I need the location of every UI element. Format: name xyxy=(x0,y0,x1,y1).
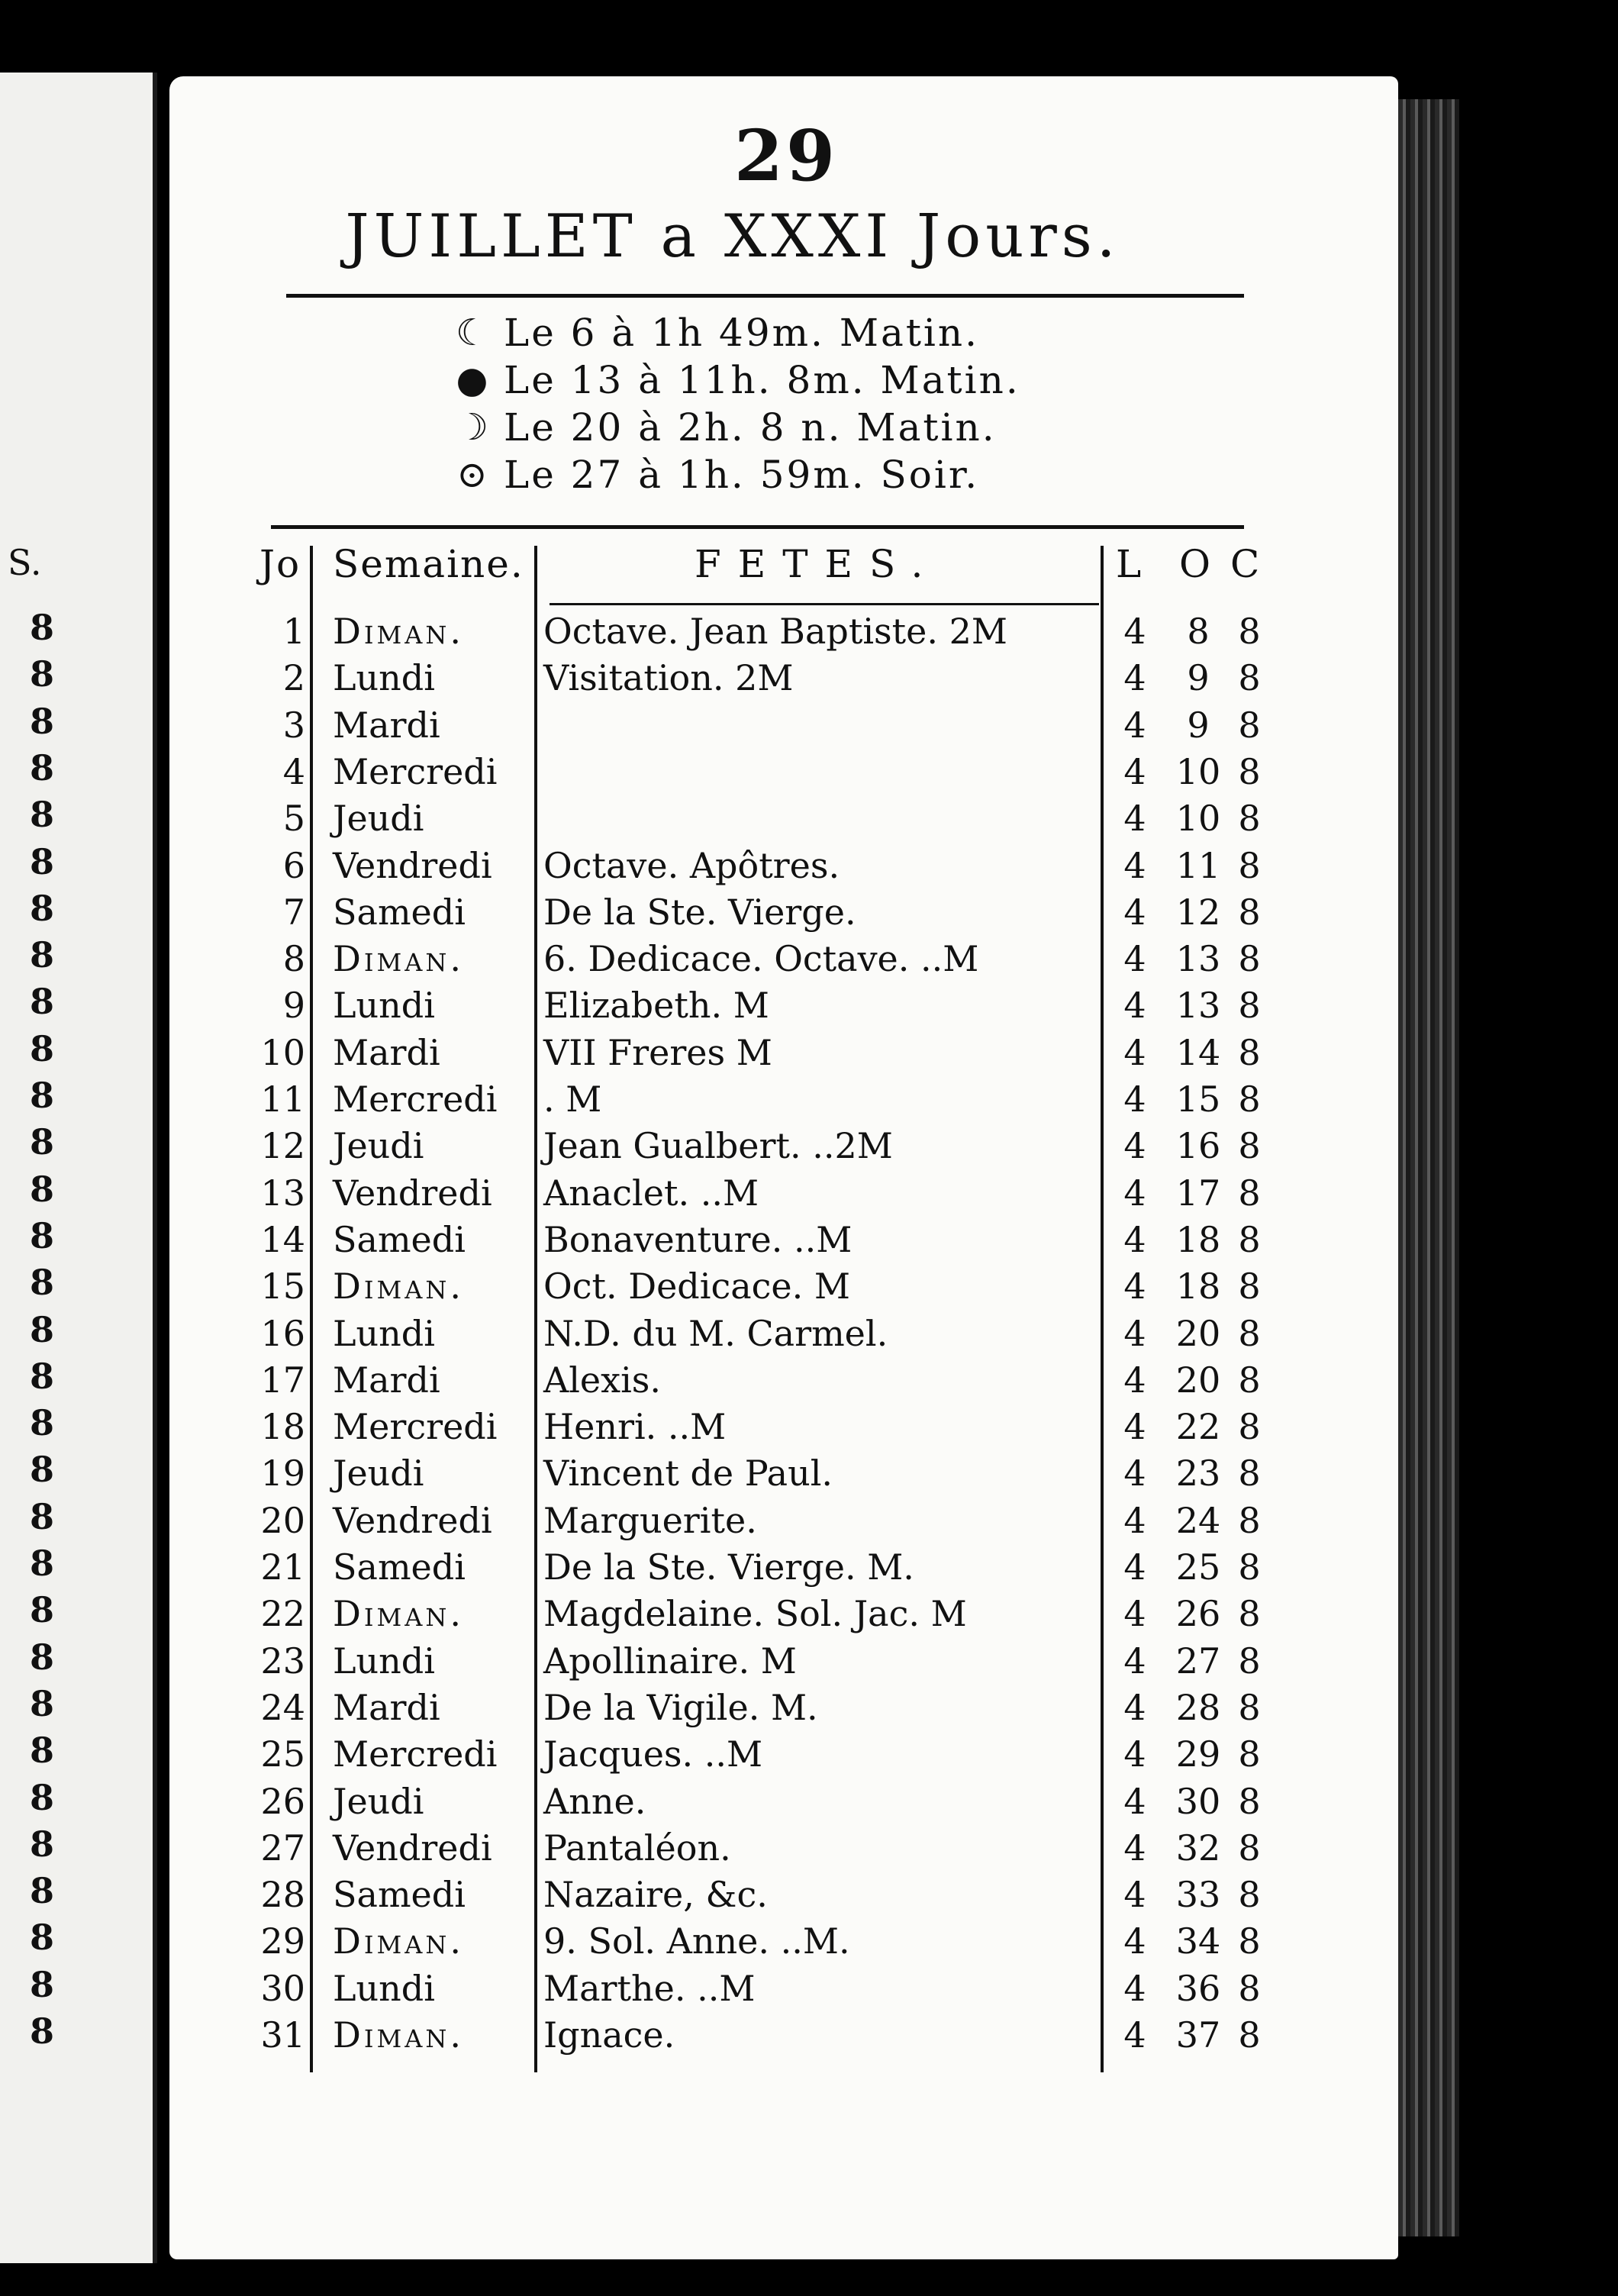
column-o-value: 16 xyxy=(1175,1125,1221,1167)
day-number: 4 xyxy=(282,750,305,792)
column-o-value: 17 xyxy=(1175,1172,1221,1214)
facing-page-value: 8 xyxy=(29,1589,54,1631)
column-l-value: 4 xyxy=(1123,1967,1146,2009)
calendar-row xyxy=(0,1359,1618,1407)
feast-entry: Apollinaire. M xyxy=(543,1640,797,1682)
day-number: 7 xyxy=(282,891,305,933)
facing-page-value: 8 xyxy=(29,1308,54,1350)
column-c-value: 8 xyxy=(1238,1686,1261,1728)
feast-entry: Magdelaine. Sol. Jac. M xyxy=(543,1593,967,1635)
column-l-value: 4 xyxy=(1123,798,1146,840)
weekday-name: Mardi xyxy=(333,704,440,746)
column-c-value: 8 xyxy=(1238,1125,1261,1167)
feast-entry: Visitation. 2M xyxy=(543,657,794,699)
facing-page-value: 8 xyxy=(29,1402,54,1444)
calendar-row xyxy=(0,1968,1618,2015)
day-number: 15 xyxy=(260,1266,305,1308)
column-l-value: 4 xyxy=(1123,1780,1146,1822)
facing-page-value: 8 xyxy=(29,607,54,648)
moon-phase-text: Le 13 à 11h. 8m. Matin. xyxy=(504,358,1020,402)
facing-page-value: 8 xyxy=(29,1168,54,1210)
calendar-row xyxy=(0,938,1618,985)
month-title: JUILLET a XXXI Jours. xyxy=(345,202,1120,271)
column-c-value: 8 xyxy=(1238,1920,1261,1962)
facing-page-value: 8 xyxy=(29,840,54,882)
feast-entry: Henri. ..M xyxy=(543,1406,727,1448)
header-l: L xyxy=(1116,542,1143,586)
feast-entry: Bonaventure. ..M xyxy=(543,1218,853,1260)
feast-entry: Marthe. ..M xyxy=(543,1967,756,2009)
facing-page-value: 8 xyxy=(29,981,54,1023)
column-o-value: 11 xyxy=(1175,844,1221,886)
column-c-value: 8 xyxy=(1238,798,1261,840)
column-l-value: 4 xyxy=(1123,1640,1146,1682)
day-number: 22 xyxy=(260,1593,305,1635)
feast-entry: Marguerite. xyxy=(543,1499,757,1541)
facing-page-value: 8 xyxy=(29,1543,54,1584)
calendar-row xyxy=(0,1032,1618,1079)
column-c-value: 8 xyxy=(1238,2014,1261,2056)
facing-page-value: 8 xyxy=(29,1963,54,2005)
day-number: 25 xyxy=(260,1733,305,1775)
column-c-value: 8 xyxy=(1238,1312,1261,1354)
feast-entry: Nazaire, &c. xyxy=(543,1874,768,1916)
day-number: 8 xyxy=(282,938,305,980)
feast-entry: 9. Sol. Anne. ..M. xyxy=(543,1920,850,1962)
feast-entry: Oct. Dedicace. M xyxy=(543,1266,850,1308)
facing-page-value: 8 xyxy=(29,1917,54,1959)
feast-entry: Vincent de Paul. xyxy=(543,1453,833,1495)
calendar-row xyxy=(0,657,1618,705)
column-o-value: 27 xyxy=(1175,1640,1221,1682)
column-c-value: 8 xyxy=(1238,1780,1261,1822)
column-o-value: 23 xyxy=(1175,1453,1221,1495)
feast-entry: Elizabeth. M xyxy=(543,985,769,1027)
column-c-value: 8 xyxy=(1238,1499,1261,1541)
day-number: 24 xyxy=(260,1686,305,1728)
column-l-value: 4 xyxy=(1123,1079,1146,1120)
column-o-value: 22 xyxy=(1175,1406,1221,1448)
calendar-row xyxy=(0,611,1618,658)
moon-phase-text: Le 20 à 2h. 8 n. Matin. xyxy=(504,405,997,450)
weekday-name: Samedi xyxy=(333,1546,466,1588)
calendar-row xyxy=(0,751,1618,798)
day-number: 5 xyxy=(282,798,305,840)
day-number: 23 xyxy=(260,1640,305,1682)
weekday-name: Diman. xyxy=(333,1593,465,1635)
column-o-value: 20 xyxy=(1175,1312,1221,1354)
facing-page-value: 8 xyxy=(29,1027,54,1069)
facing-page-value: 8 xyxy=(29,794,54,836)
facing-page-value: 8 xyxy=(29,1730,54,1772)
calendar-row xyxy=(0,1172,1618,1220)
weekday-name: Vendredi xyxy=(333,1172,492,1214)
header-jours: Jo xyxy=(259,542,301,586)
column-o-value: 9 xyxy=(1187,704,1210,746)
feast-entry: De la Vigile. M. xyxy=(543,1686,818,1728)
header-o: O xyxy=(1179,542,1212,586)
day-number: 3 xyxy=(282,704,305,746)
column-c-value: 8 xyxy=(1238,1827,1261,1869)
day-number: 10 xyxy=(260,1031,305,1073)
column-l-value: 4 xyxy=(1123,1406,1146,1448)
column-c-value: 8 xyxy=(1238,1546,1261,1588)
column-l-value: 4 xyxy=(1123,1125,1146,1167)
column-l-value: 4 xyxy=(1123,1453,1146,1495)
column-l-value: 4 xyxy=(1123,611,1146,652)
facing-page-value: 8 xyxy=(29,1449,54,1491)
weekday-name: Mercredi xyxy=(333,1406,498,1448)
facing-page-value: 8 xyxy=(29,1355,54,1397)
column-c-value: 8 xyxy=(1238,704,1261,746)
facing-page-value: 8 xyxy=(29,700,54,742)
feast-entry: N.D. du M. Carmel. xyxy=(543,1312,888,1354)
day-number: 14 xyxy=(260,1218,305,1260)
weekday-name: Lundi xyxy=(333,1640,435,1682)
weekday-name: Lundi xyxy=(333,657,435,699)
column-o-value: 37 xyxy=(1175,2014,1221,2056)
day-number: 31 xyxy=(260,2014,305,2056)
column-c-value: 8 xyxy=(1238,938,1261,980)
calendar-row xyxy=(0,1687,1618,1734)
calendar-row xyxy=(0,1593,1618,1640)
column-o-value: 30 xyxy=(1175,1780,1221,1822)
column-c-value: 8 xyxy=(1238,1967,1261,2009)
day-number: 17 xyxy=(260,1359,305,1401)
column-c-value: 8 xyxy=(1238,1453,1261,1495)
weekday-name: Jeudi xyxy=(333,798,424,840)
column-l-value: 4 xyxy=(1123,1593,1146,1635)
day-number: 11 xyxy=(260,1079,305,1120)
feast-entry: Anne. xyxy=(543,1780,646,1822)
feast-entry: Anaclet. ..M xyxy=(543,1172,759,1214)
facing-page-value: 8 xyxy=(29,934,54,976)
column-o-value: 15 xyxy=(1175,1079,1221,1120)
weekday-name: Vendredi xyxy=(333,1499,492,1541)
page-number: 29 xyxy=(733,114,839,197)
column-o-value: 8 xyxy=(1187,611,1210,652)
day-number: 21 xyxy=(260,1546,305,1588)
feast-entry: Alexis. xyxy=(543,1359,662,1401)
feast-entry: 6. Dedicace. Octave. ..M xyxy=(543,938,979,980)
facing-page-value: 8 xyxy=(29,1823,54,1865)
facing-page-value: 8 xyxy=(29,2011,54,2052)
facing-page-value: 8 xyxy=(29,1682,54,1724)
calendar-row xyxy=(0,1546,1618,1594)
day-number: 12 xyxy=(260,1125,305,1167)
last-quarter-icon: ☾ xyxy=(455,311,492,354)
column-c-value: 8 xyxy=(1238,1218,1261,1260)
new-moon-icon: ● xyxy=(456,359,491,401)
column-l-value: 4 xyxy=(1123,985,1146,1027)
calendar-row xyxy=(0,1500,1618,1547)
calendar-row xyxy=(0,1827,1618,1875)
weekday-name: Lundi xyxy=(333,1312,435,1354)
weekday-name: Diman. xyxy=(333,1920,465,1962)
column-o-value: 10 xyxy=(1175,750,1221,792)
first-quarter-icon: ☽ xyxy=(455,406,492,449)
column-l-value: 4 xyxy=(1123,1733,1146,1775)
facing-page-value: 8 xyxy=(29,653,54,695)
column-o-value: 24 xyxy=(1175,1499,1221,1541)
column-c-value: 8 xyxy=(1238,1031,1261,1073)
column-l-value: 4 xyxy=(1123,1031,1146,1073)
calendar-row xyxy=(0,2014,1618,2062)
column-l-value: 4 xyxy=(1123,1827,1146,1869)
day-number: 29 xyxy=(260,1920,305,1962)
facing-page-header: S. xyxy=(8,542,42,583)
column-l-value: 4 xyxy=(1123,1172,1146,1214)
calendar-row xyxy=(0,892,1618,939)
facing-page-value: 8 xyxy=(29,887,54,929)
weekday-name: Lundi xyxy=(333,1967,435,2009)
calendar-row xyxy=(0,705,1618,752)
column-o-value: 33 xyxy=(1175,1874,1221,1916)
weekday-name: Jeudi xyxy=(333,1780,424,1822)
column-o-value: 9 xyxy=(1187,657,1210,699)
weekday-name: Mercredi xyxy=(333,1079,498,1120)
column-o-value: 25 xyxy=(1175,1546,1221,1588)
column-l-value: 4 xyxy=(1123,1266,1146,1308)
weekday-name: Diman. xyxy=(333,1266,465,1308)
day-number: 20 xyxy=(260,1499,305,1541)
feast-entry: Octave. Jean Baptiste. 2M xyxy=(543,611,1007,652)
column-c-value: 8 xyxy=(1238,1640,1261,1682)
day-number: 19 xyxy=(260,1453,305,1495)
column-l-value: 4 xyxy=(1123,1874,1146,1916)
weekday-name: Jeudi xyxy=(333,1453,424,1495)
day-number: 1 xyxy=(282,611,305,652)
facing-page-value: 8 xyxy=(29,1121,54,1163)
facing-page-value: 8 xyxy=(29,1636,54,1678)
weekday-name: Jeudi xyxy=(333,1125,424,1167)
moon-phase-text: Le 27 à 1h. 59m. Soir. xyxy=(504,453,980,497)
column-c-value: 8 xyxy=(1238,891,1261,933)
day-number: 18 xyxy=(260,1406,305,1448)
day-number: 2 xyxy=(282,657,305,699)
weekday-name: Diman. xyxy=(333,2014,465,2056)
feast-entry: De la Ste. Vierge. M. xyxy=(543,1546,914,1588)
column-c-value: 8 xyxy=(1238,611,1261,652)
column-o-value: 34 xyxy=(1175,1920,1221,1962)
calendar-row xyxy=(0,1920,1618,1968)
facing-page-value: 8 xyxy=(29,1495,54,1537)
column-l-value: 4 xyxy=(1123,2014,1146,2056)
column-o-value: 29 xyxy=(1175,1733,1221,1775)
column-l-value: 4 xyxy=(1123,1359,1146,1401)
column-c-value: 8 xyxy=(1238,1266,1261,1308)
calendar-row xyxy=(0,1640,1618,1688)
column-l-value: 4 xyxy=(1123,1686,1146,1728)
column-o-value: 28 xyxy=(1175,1686,1221,1728)
column-o-value: 32 xyxy=(1175,1827,1221,1869)
feast-entry: Pantaléon. xyxy=(543,1827,731,1869)
column-c-value: 8 xyxy=(1238,1406,1261,1448)
calendar-row xyxy=(0,1266,1618,1313)
column-o-value: 18 xyxy=(1175,1218,1221,1260)
weekday-name: Lundi xyxy=(333,985,435,1027)
column-c-value: 8 xyxy=(1238,1733,1261,1775)
column-l-value: 4 xyxy=(1123,1546,1146,1588)
feast-entry: De la Ste. Vierge. xyxy=(543,891,856,933)
column-c-value: 8 xyxy=(1238,844,1261,886)
day-number: 13 xyxy=(260,1172,305,1214)
weekday-name: Diman. xyxy=(333,938,465,980)
column-l-value: 4 xyxy=(1123,938,1146,980)
column-o-value: 13 xyxy=(1175,985,1221,1027)
header-semaine: Semaine. xyxy=(333,542,524,586)
column-c-value: 8 xyxy=(1238,657,1261,699)
calendar-row xyxy=(0,1781,1618,1828)
weekday-name: Mercredi xyxy=(333,750,498,792)
day-number: 9 xyxy=(282,985,305,1027)
weekday-name: Vendredi xyxy=(333,844,492,886)
column-l-value: 4 xyxy=(1123,891,1146,933)
column-c-value: 8 xyxy=(1238,1172,1261,1214)
calendar-row xyxy=(0,1733,1618,1781)
feast-entry: . M xyxy=(543,1079,602,1120)
feast-entry: Ignace. xyxy=(543,2014,675,2056)
column-c-value: 8 xyxy=(1238,1593,1261,1635)
weekday-name: Mardi xyxy=(333,1359,440,1401)
facing-page-value: 8 xyxy=(29,1776,54,1818)
calendar-row xyxy=(0,1219,1618,1266)
column-c-value: 8 xyxy=(1238,1874,1261,1916)
column-c-value: 8 xyxy=(1238,1359,1261,1401)
column-l-value: 4 xyxy=(1123,1499,1146,1541)
weekday-name: Diman. xyxy=(333,611,465,652)
moon-phase-text: Le 6 à 1h 49m. Matin. xyxy=(504,311,980,355)
facing-page-value: 8 xyxy=(29,747,54,788)
column-o-value: 18 xyxy=(1175,1266,1221,1308)
column-c-value: 8 xyxy=(1238,1079,1261,1120)
weekday-name: Mercredi xyxy=(333,1733,498,1775)
feast-entry: Octave. Apôtres. xyxy=(543,844,840,886)
calendar-row xyxy=(0,1453,1618,1500)
feast-entry: Jean Gualbert. ..2M xyxy=(543,1125,893,1167)
column-o-value: 12 xyxy=(1175,891,1221,933)
column-l-value: 4 xyxy=(1123,844,1146,886)
day-number: 27 xyxy=(260,1827,305,1869)
header-fetes: FETES. xyxy=(695,542,940,586)
column-o-value: 26 xyxy=(1175,1593,1221,1635)
facing-page-value: 8 xyxy=(29,1214,54,1256)
weekday-name: Mardi xyxy=(333,1686,440,1728)
column-l-value: 4 xyxy=(1123,1920,1146,1962)
day-number: 16 xyxy=(260,1312,305,1354)
column-l-value: 4 xyxy=(1123,704,1146,746)
feast-entry: Jacques. ..M xyxy=(543,1733,763,1775)
facing-page-value: 8 xyxy=(29,1870,54,1912)
weekday-name: Vendredi xyxy=(333,1827,492,1869)
calendar-row xyxy=(0,1079,1618,1126)
day-number: 30 xyxy=(260,1967,305,2009)
calendar-row xyxy=(0,798,1618,845)
calendar-row xyxy=(0,845,1618,892)
column-c-value: 8 xyxy=(1238,985,1261,1027)
day-number: 28 xyxy=(260,1874,305,1916)
calendar-row xyxy=(0,1874,1618,1921)
column-l-value: 4 xyxy=(1123,750,1146,792)
header-c: C xyxy=(1230,542,1262,586)
column-l-value: 4 xyxy=(1123,657,1146,699)
column-l-value: 4 xyxy=(1123,1312,1146,1354)
column-c-value: 8 xyxy=(1238,750,1261,792)
column-l-value: 4 xyxy=(1123,1218,1146,1260)
column-o-value: 20 xyxy=(1175,1359,1221,1401)
day-number: 26 xyxy=(260,1780,305,1822)
day-number: 6 xyxy=(282,844,305,886)
weekday-name: Mardi xyxy=(333,1031,440,1073)
calendar-row xyxy=(0,1406,1618,1453)
column-o-value: 10 xyxy=(1175,798,1221,840)
facing-page-value: 8 xyxy=(29,1075,54,1116)
feast-entry: VII Freres M xyxy=(543,1031,772,1073)
weekday-name: Samedi xyxy=(333,1218,466,1260)
full-moon-icon: ⊙ xyxy=(456,453,490,496)
weekday-name: Samedi xyxy=(333,891,466,933)
calendar-row xyxy=(0,1313,1618,1360)
column-o-value: 36 xyxy=(1175,1967,1221,2009)
calendar-row xyxy=(0,985,1618,1032)
weekday-name: Samedi xyxy=(333,1874,466,1916)
calendar-row xyxy=(0,1125,1618,1172)
column-o-value: 13 xyxy=(1175,938,1221,980)
facing-page-value: 8 xyxy=(29,1262,54,1304)
column-o-value: 14 xyxy=(1175,1031,1221,1073)
